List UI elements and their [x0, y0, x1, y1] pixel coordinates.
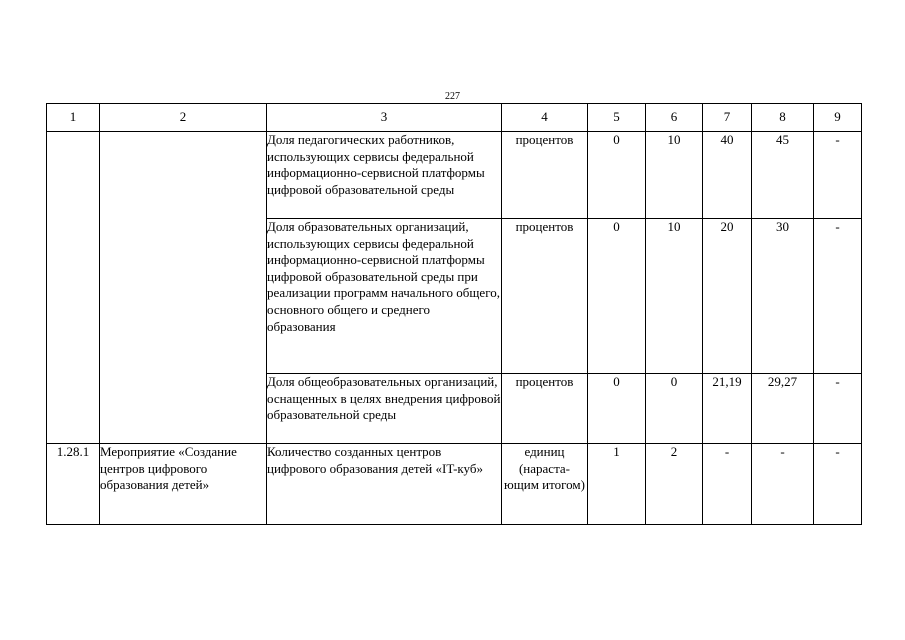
value-cell: 10 — [646, 219, 703, 374]
indicator-cell: Доля образовательных организаций, использующих сервисы федеральной информационно-сервисной платформы цифровой образовательной среды при реализации программ начального общего, основного общего и среднего образования — [267, 219, 502, 374]
value-cell: - — [703, 444, 752, 525]
row-code-cell: 1.28.1 — [47, 444, 100, 525]
table-row — [47, 132, 862, 219]
indicator-cell: Доля педагогических работников, использующих сервисы федеральной информационно-сервисной платформы цифровой образовательной среды — [267, 132, 502, 219]
table-row — [47, 444, 862, 525]
value-cell: 30 — [752, 219, 814, 374]
value-cell: - — [752, 444, 814, 525]
indicator-cell: Количество созданных центров цифрового образования детей «IT-куб» — [267, 444, 502, 525]
unit-cell: процентов — [502, 374, 588, 444]
indicators-table — [46, 103, 862, 525]
page-number: 227 — [445, 91, 460, 102]
column-header: 6 — [646, 104, 703, 132]
unit-cell: единиц (нараста-ющим итогом) — [502, 444, 588, 525]
value-cell: 0 — [588, 374, 646, 444]
column-header: 7 — [703, 104, 752, 132]
column-header: 3 — [267, 104, 502, 132]
value-cell: 0 — [588, 132, 646, 219]
value-cell: - — [814, 374, 862, 444]
unit-cell: процентов — [502, 132, 588, 219]
value-cell: 20 — [703, 219, 752, 374]
unit-cell: процентов — [502, 219, 588, 374]
column-header: 4 — [502, 104, 588, 132]
value-cell: 2 — [646, 444, 703, 525]
value-cell: - — [814, 132, 862, 219]
value-cell: 45 — [752, 132, 814, 219]
row-code-cell — [47, 132, 100, 444]
column-header: 5 — [588, 104, 646, 132]
value-cell: 0 — [646, 374, 703, 444]
column-header: 1 — [47, 104, 100, 132]
indicator-cell: Доля общеобразовательных организаций, оснащенных в целях внедрения цифровой образовательной среды — [267, 374, 502, 444]
column-header: 8 — [752, 104, 814, 132]
header-row — [47, 104, 862, 132]
column-header: 9 — [814, 104, 862, 132]
event-name-cell: Мероприятие «Создание центров цифрового образования детей» — [100, 444, 267, 525]
value-cell: 10 — [646, 132, 703, 219]
value-cell: - — [814, 444, 862, 525]
value-cell: - — [814, 219, 862, 374]
column-header: 2 — [100, 104, 267, 132]
value-cell: 0 — [588, 219, 646, 374]
value-cell: 40 — [703, 132, 752, 219]
event-name-cell — [100, 132, 267, 444]
value-cell: 29,27 — [752, 374, 814, 444]
value-cell: 21,19 — [703, 374, 752, 444]
value-cell: 1 — [588, 444, 646, 525]
